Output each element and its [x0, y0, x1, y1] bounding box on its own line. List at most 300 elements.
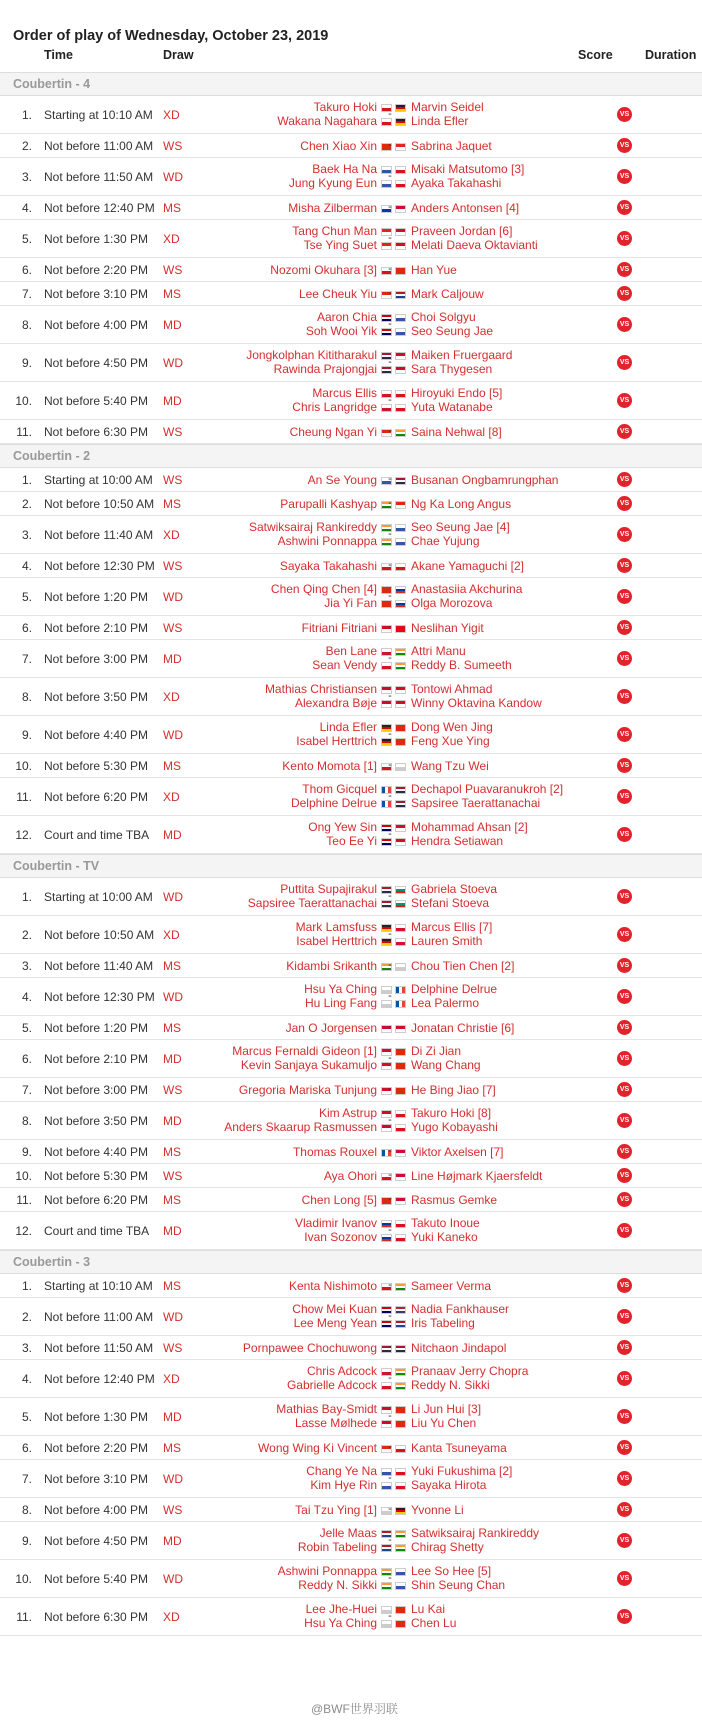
- versus-separator: -: [388, 1610, 392, 1622]
- event-link[interactable]: WD: [163, 590, 183, 604]
- vs-icon[interactable]: VS: [617, 558, 632, 573]
- match-time: Not before 3:10 PM: [44, 287, 149, 301]
- player-link[interactable]: Jelle Maas: [319, 1526, 377, 1540]
- match-number: 3.: [21, 170, 32, 184]
- event-link[interactable]: WS: [163, 473, 183, 487]
- versus-separator: -: [388, 287, 392, 299]
- player-link[interactable]: Lee Cheuk Yiu: [298, 287, 377, 301]
- player-link[interactable]: Mohammad Ahsan [2]: [411, 820, 528, 834]
- player-link[interactable]: Chou Tien Chen [2]: [411, 959, 515, 973]
- player-link[interactable]: Parupalli Kashyap: [280, 497, 377, 511]
- player-link[interactable]: Reddy B. Sumeeth: [411, 658, 512, 672]
- player-link[interactable]: Anders Antonsen [4]: [411, 201, 520, 215]
- player-link[interactable]: Han Yue: [411, 263, 457, 277]
- event-link[interactable]: MD: [163, 652, 182, 666]
- player-link[interactable]: Praveen Jordan [6]: [411, 224, 513, 238]
- event-link[interactable]: WS: [163, 425, 183, 439]
- match-time: Not before 4:00 PM: [44, 1503, 149, 1517]
- match-row: [0, 554, 702, 578]
- versus-separator: -: [388, 425, 392, 437]
- player-link[interactable]: Attri Manu: [411, 644, 466, 658]
- match-time: Court and time TBA: [44, 828, 150, 842]
- player-link[interactable]: Liu Yu Chen: [411, 1416, 477, 1430]
- player-link[interactable]: Neslihan Yigit: [411, 621, 484, 635]
- player-link[interactable]: Robin Tabeling: [297, 1540, 377, 1554]
- event-link[interactable]: WS: [163, 1169, 183, 1183]
- event-link[interactable]: MS: [163, 287, 181, 301]
- player-link[interactable]: Ashwini Ponnappa: [277, 534, 377, 548]
- match-number: 10.: [15, 759, 32, 773]
- player-link[interactable]: Ashwini Ponnappa: [277, 1564, 377, 1578]
- vs-icon[interactable]: VS: [617, 1113, 632, 1128]
- player-link[interactable]: Satwiksairaj Rankireddy: [248, 520, 377, 534]
- event-link[interactable]: MD: [163, 1052, 182, 1066]
- player-link[interactable]: Chang Ye Na: [306, 1464, 377, 1478]
- player-link[interactable]: Lee Jhe-Huei: [305, 1602, 377, 1616]
- event-link[interactable]: WS: [163, 1503, 183, 1517]
- player-link[interactable]: Hu Ling Fang: [304, 996, 377, 1010]
- vs-icon[interactable]: VS: [617, 169, 632, 184]
- player-link[interactable]: Iris Tabeling: [411, 1316, 475, 1330]
- vs-icon[interactable]: VS: [617, 527, 632, 542]
- vs-icon[interactable]: VS: [617, 1144, 632, 1159]
- vs-icon[interactable]: VS: [617, 789, 632, 804]
- player-link[interactable]: Sayaka Hirota: [411, 1478, 487, 1492]
- player-link[interactable]: Chen Long [5]: [301, 1193, 377, 1207]
- vs-icon[interactable]: VS: [617, 200, 632, 215]
- player-link[interactable]: Ben Lane: [325, 644, 377, 658]
- player-link[interactable]: Sean Vendy: [312, 658, 377, 672]
- vs-icon[interactable]: VS: [617, 1278, 632, 1293]
- vs-icon[interactable]: VS: [617, 138, 632, 153]
- player-link[interactable]: Tang Chun Man: [292, 224, 377, 238]
- match-time: Not before 4:50 PM: [44, 356, 149, 370]
- event-link[interactable]: MS: [163, 1193, 181, 1207]
- player-link[interactable]: Melati Daeva Oktavianti: [411, 238, 538, 252]
- player-link[interactable]: Sabrina Jaquet: [411, 139, 492, 153]
- event-link[interactable]: XD: [163, 1372, 180, 1386]
- match-number: 8.: [21, 1503, 32, 1517]
- event-link[interactable]: MS: [163, 201, 181, 215]
- player-link[interactable]: Sayaka Takahashi: [279, 559, 377, 573]
- player-link[interactable]: Seo Seung Jae: [411, 324, 494, 338]
- player-link[interactable]: Ong Yew Sin: [308, 820, 377, 834]
- player-link[interactable]: Kento Momota [1]: [282, 759, 377, 773]
- event-link[interactable]: WS: [163, 621, 183, 635]
- vs-icon[interactable]: VS: [617, 107, 632, 122]
- match-row: [0, 1498, 702, 1522]
- vs-icon[interactable]: VS: [617, 827, 632, 842]
- match-time: Not before 11:40 AM: [44, 959, 154, 973]
- player-link[interactable]: Hsu Ya Ching: [304, 982, 377, 996]
- vs-icon[interactable]: VS: [617, 1192, 632, 1207]
- match-time: Not before 11:00 AM: [44, 139, 154, 153]
- event-link[interactable]: XD: [163, 232, 180, 246]
- player-link[interactable]: Sapsiree Taerattanachai: [247, 896, 377, 910]
- event-link[interactable]: XD: [163, 790, 180, 804]
- player-link[interactable]: Maiken Fruergaard: [411, 348, 513, 362]
- match-number: 1.: [21, 108, 32, 122]
- event-link[interactable]: MD: [163, 1224, 182, 1238]
- player-link[interactable]: Baek Ha Na: [312, 162, 377, 176]
- event-link[interactable]: WD: [163, 1310, 183, 1324]
- court-header: [0, 1250, 702, 1274]
- event-link[interactable]: WS: [163, 1341, 183, 1355]
- vs-icon[interactable]: VS: [617, 989, 632, 1004]
- player-link[interactable]: He Bing Jiao [7]: [411, 1083, 496, 1097]
- player-link[interactable]: Chris Adcock: [306, 1364, 377, 1378]
- vs-icon[interactable]: VS: [617, 1223, 632, 1238]
- player-link[interactable]: Wong Wing Ki Vincent: [258, 1441, 377, 1455]
- match-time: Starting at 10:00 AM: [44, 473, 153, 487]
- event-link[interactable]: XD: [163, 1610, 180, 1624]
- player-link[interactable]: Kim Hye Rin: [310, 1478, 377, 1492]
- event-link[interactable]: MS: [163, 1145, 181, 1159]
- match-number: 4.: [21, 990, 32, 1004]
- vs-icon[interactable]: VS: [617, 1471, 632, 1486]
- player-link[interactable]: Mathias Bay-Smidt: [276, 1402, 377, 1416]
- match-time: Not before 1:20 PM: [44, 1021, 149, 1035]
- player-link[interactable]: Chow Mei Kuan: [292, 1302, 377, 1316]
- versus-separator: -: [388, 1052, 392, 1064]
- player-link[interactable]: Fitriani Fitriani: [301, 621, 377, 635]
- event-link[interactable]: MS: [163, 1279, 181, 1293]
- event-link[interactable]: XD: [163, 928, 180, 942]
- vs-icon[interactable]: VS: [617, 727, 632, 742]
- vs-icon[interactable]: VS: [617, 927, 632, 942]
- player-link[interactable]: Tse Ying Suet: [303, 238, 377, 252]
- player-link[interactable]: Choi Solgyu: [411, 310, 476, 324]
- player-link[interactable]: Isabel Herttrich: [296, 934, 377, 948]
- event-link[interactable]: MD: [163, 1534, 182, 1548]
- vs-icon[interactable]: VS: [617, 1533, 632, 1548]
- player-link[interactable]: Isabel Herttrich: [296, 734, 377, 748]
- player-link[interactable]: Busanan Ongbamrungphan: [411, 473, 559, 487]
- match-row: [0, 1460, 702, 1498]
- vs-icon[interactable]: VS: [617, 1020, 632, 1035]
- player-link[interactable]: Puttita Supajirakul: [280, 882, 377, 896]
- player-link[interactable]: Linda Efler: [319, 720, 377, 734]
- versus-separator: -: [388, 652, 392, 664]
- player-link[interactable]: Hiroyuki Endo [5]: [411, 386, 503, 400]
- player-link[interactable]: Teo Ee Yi: [326, 834, 377, 848]
- match-time: Not before 11:50 AM: [44, 170, 154, 184]
- vs-icon[interactable]: VS: [617, 424, 632, 439]
- player-link[interactable]: Akane Yamaguchi [2]: [411, 559, 524, 573]
- vs-icon[interactable]: VS: [617, 472, 632, 487]
- event-link[interactable]: MD: [163, 1410, 182, 1424]
- event-link[interactable]: WD: [163, 890, 183, 904]
- versus-separator: -: [388, 759, 392, 771]
- player-link[interactable]: Aya Ohori: [323, 1169, 377, 1183]
- event-link[interactable]: MD: [163, 318, 182, 332]
- player-link[interactable]: Nadia Fankhauser: [411, 1302, 510, 1316]
- match-number: 9.: [21, 1534, 32, 1548]
- match-row: [0, 578, 702, 616]
- event-link[interactable]: WS: [163, 139, 183, 153]
- player-link[interactable]: Thom Gicquel: [302, 782, 377, 796]
- event-link[interactable]: WD: [163, 1472, 183, 1486]
- player-link[interactable]: Dong Wen Jing: [411, 720, 493, 734]
- player-link[interactable]: Marvin Seidel: [411, 100, 484, 114]
- player-link[interactable]: Mathias Christiansen: [264, 682, 377, 696]
- event-link[interactable]: WS: [163, 1083, 183, 1097]
- player-link[interactable]: Jonatan Christie [6]: [411, 1021, 515, 1035]
- match-row: [0, 96, 702, 134]
- versus-separator: -: [388, 1021, 392, 1033]
- match-number: 5.: [21, 1410, 32, 1424]
- player-link[interactable]: Lu Kai: [411, 1602, 446, 1616]
- player-link[interactable]: Yuki Kaneko: [411, 1230, 478, 1244]
- player-link[interactable]: Takuto Inoue: [411, 1216, 480, 1230]
- event-link[interactable]: XD: [163, 690, 180, 704]
- player-link[interactable]: Chen Lu: [411, 1616, 457, 1630]
- player-link[interactable]: Kevin Sanjaya Sukamuljo: [240, 1058, 377, 1072]
- match-number: 2.: [21, 497, 32, 511]
- player-link[interactable]: Reddy N. Sikki: [298, 1578, 377, 1592]
- player-link[interactable]: Wang Chang: [411, 1058, 481, 1072]
- player-link[interactable]: Pranaav Jerry Chopra: [411, 1364, 529, 1378]
- vs-icon[interactable]: VS: [617, 589, 632, 604]
- vs-icon[interactable]: VS: [617, 286, 632, 301]
- player-link[interactable]: Wakana Nagahara: [277, 114, 377, 128]
- match-row: [0, 516, 702, 554]
- player-link[interactable]: Linda Efler: [411, 114, 469, 128]
- player-link[interactable]: Takuro Hoki [8]: [411, 1106, 492, 1120]
- player-link[interactable]: Aaron Chia: [316, 310, 377, 324]
- player-link[interactable]: Kenta Nishimoto: [288, 1279, 377, 1293]
- match-number: 9.: [21, 356, 32, 370]
- player-link[interactable]: Marcus Ellis: [312, 386, 377, 400]
- player-link[interactable]: Lee Meng Yean: [293, 1316, 377, 1330]
- player-link[interactable]: Yuki Fukushima [2]: [411, 1464, 513, 1478]
- match-row: [0, 916, 702, 954]
- player-link[interactable]: Dechapol Puavaranukroh [2]: [411, 782, 564, 796]
- match-row: [0, 344, 702, 382]
- event-link[interactable]: MD: [163, 1114, 182, 1128]
- event-link[interactable]: WD: [163, 728, 183, 742]
- match-row: [0, 616, 702, 640]
- player-link[interactable]: Jan O Jorgensen: [285, 1021, 377, 1035]
- player-link[interactable]: Di Zi Jian: [411, 1044, 462, 1058]
- versus-separator: -: [388, 356, 392, 368]
- player-link[interactable]: Gabrielle Adcock: [286, 1378, 377, 1392]
- player-link[interactable]: Yugo Kobayashi: [411, 1120, 498, 1134]
- player-link[interactable]: Lauren Smith: [411, 934, 483, 948]
- vs-icon[interactable]: VS: [617, 1409, 632, 1424]
- court-name: Coubertin - TV: [13, 859, 100, 873]
- vs-icon[interactable]: VS: [617, 393, 632, 408]
- match-row: [0, 1016, 702, 1040]
- player-link[interactable]: Line Højmark Kjaersfeldt: [411, 1169, 543, 1183]
- player-link[interactable]: Nozomi Okuhara [3]: [270, 263, 377, 277]
- versus-separator: -: [388, 890, 392, 902]
- player-link[interactable]: Delphine Delrue: [290, 796, 377, 810]
- player-link[interactable]: Tai Tzu Ying [1]: [295, 1503, 377, 1517]
- vs-icon[interactable]: VS: [617, 1309, 632, 1324]
- event-link[interactable]: WD: [163, 1572, 183, 1586]
- player-link[interactable]: Ivan Sozonov: [304, 1230, 377, 1244]
- player-link[interactable]: Satwiksairaj Rankireddy: [411, 1526, 540, 1540]
- player-link[interactable]: Gregoria Mariska Tunjung: [238, 1083, 377, 1097]
- vs-icon[interactable]: VS: [617, 317, 632, 332]
- player-link[interactable]: Rasmus Gemke: [411, 1193, 498, 1207]
- player-link[interactable]: Chen Xiao Xin: [300, 139, 377, 153]
- player-link[interactable]: Cheung Ngan Yi: [289, 425, 377, 439]
- player-link[interactable]: Seo Seung Jae [4]: [411, 520, 510, 534]
- event-link[interactable]: MS: [163, 959, 181, 973]
- match-number: 11.: [16, 1193, 32, 1207]
- vs-icon[interactable]: VS: [617, 651, 632, 666]
- match-time: Not before 3:50 PM: [44, 1114, 149, 1128]
- player-link[interactable]: Hsu Ya Ching: [304, 1616, 377, 1630]
- player-link[interactable]: Tontowi Ahmad: [411, 682, 493, 696]
- player-link[interactable]: Kim Astrup: [318, 1106, 377, 1120]
- event-link[interactable]: MS: [163, 1441, 181, 1455]
- match-number: 7.: [21, 1472, 32, 1486]
- event-link[interactable]: XD: [163, 528, 180, 542]
- player-link[interactable]: Olga Morozova: [411, 596, 493, 610]
- player-link[interactable]: Takuro Hoki: [313, 100, 377, 114]
- vs-icon[interactable]: VS: [617, 1168, 632, 1183]
- vs-icon[interactable]: VS: [617, 1051, 632, 1066]
- player-link[interactable]: Marcus Ellis [7]: [411, 920, 493, 934]
- player-link[interactable]: Chae Yujung: [411, 534, 480, 548]
- player-link[interactable]: Rawinda Prajongjai: [273, 362, 377, 376]
- player-link[interactable]: Yvonne Li: [411, 1503, 464, 1517]
- match-number: 10.: [15, 1572, 32, 1586]
- vs-icon[interactable]: VS: [617, 1371, 632, 1386]
- vs-icon[interactable]: VS: [617, 496, 632, 511]
- match-number: 7.: [21, 652, 32, 666]
- player-link[interactable]: Anders Skaarup Rasmussen: [224, 1120, 377, 1134]
- player-link[interactable]: Pornpawee Chochuwong: [242, 1341, 377, 1355]
- player-link[interactable]: Lee So Hee [5]: [411, 1564, 492, 1578]
- player-link[interactable]: Saina Nehwal [8]: [411, 425, 502, 439]
- player-link[interactable]: Anastasiia Akchurina: [411, 582, 523, 596]
- event-link[interactable]: MD: [163, 394, 182, 408]
- vs-icon[interactable]: VS: [617, 1340, 632, 1355]
- vs-icon[interactable]: VS: [617, 689, 632, 704]
- player-link[interactable]: Chris Langridge: [292, 400, 377, 414]
- vs-icon[interactable]: VS: [617, 231, 632, 246]
- vs-icon[interactable]: VS: [617, 1502, 632, 1517]
- player-link[interactable]: Sapsiree Taerattanachai: [411, 796, 541, 810]
- player-link[interactable]: Reddy N. Sikki: [411, 1378, 490, 1392]
- player-link[interactable]: Marcus Fernaldi Gideon [1]: [232, 1044, 377, 1058]
- vs-icon[interactable]: VS: [617, 1609, 632, 1624]
- player-link[interactable]: Nitchaon Jindapol: [411, 1341, 507, 1355]
- match-time: Not before 1:30 PM: [44, 1410, 149, 1424]
- vs-icon[interactable]: VS: [617, 620, 632, 635]
- player-link[interactable]: Jia Yi Fan: [324, 596, 377, 610]
- player-link[interactable]: Thomas Rouxel: [292, 1145, 377, 1159]
- player-link[interactable]: Chirag Shetty: [411, 1540, 484, 1554]
- player-link[interactable]: Shin Seung Chan: [411, 1578, 506, 1592]
- vs-icon[interactable]: VS: [617, 355, 632, 370]
- player-link[interactable]: Viktor Axelsen [7]: [411, 1145, 504, 1159]
- player-link[interactable]: Vladimir Ivanov: [294, 1216, 377, 1230]
- player-link[interactable]: Sara Thygesen: [411, 362, 493, 376]
- match-time: Not before 6:20 PM: [44, 1193, 149, 1207]
- vs-icon[interactable]: VS: [617, 758, 632, 773]
- event-link[interactable]: WS: [163, 559, 183, 573]
- player-link[interactable]: Yuta Watanabe: [411, 400, 493, 414]
- match-number: 12.: [15, 828, 32, 842]
- player-link[interactable]: Kanta Tsuneyama: [411, 1441, 507, 1455]
- match-number: 7.: [21, 1083, 32, 1097]
- player-link[interactable]: Gabriela Stoeva: [411, 882, 498, 896]
- event-link[interactable]: WS: [163, 263, 183, 277]
- event-link[interactable]: MS: [163, 1021, 181, 1035]
- column-header-time: Time: [44, 48, 73, 62]
- vs-icon[interactable]: VS: [617, 958, 632, 973]
- player-link[interactable]: Li Jun Hui [3]: [411, 1402, 482, 1416]
- event-link[interactable]: WD: [163, 356, 183, 370]
- player-link[interactable]: Mark Caljouw: [411, 287, 484, 301]
- player-link[interactable]: Delphine Delrue: [411, 982, 498, 996]
- match-number: 7.: [21, 287, 32, 301]
- event-link[interactable]: MS: [163, 497, 181, 511]
- versus-separator: -: [388, 108, 392, 120]
- player-link[interactable]: Ayaka Takahashi: [411, 176, 502, 190]
- player-link[interactable]: Misha Zilberman: [288, 201, 377, 215]
- player-link[interactable]: Soh Wooi Yik: [305, 324, 377, 338]
- match-row: [0, 1040, 702, 1078]
- vs-icon[interactable]: VS: [617, 1440, 632, 1455]
- player-link[interactable]: Jongkolphan Kititharakul: [246, 348, 377, 362]
- event-link[interactable]: WD: [163, 990, 183, 1004]
- match-number: 5.: [21, 590, 32, 604]
- vs-icon[interactable]: VS: [617, 1571, 632, 1586]
- player-link[interactable]: Hendra Setiawan: [411, 834, 504, 848]
- event-link[interactable]: MS: [163, 759, 181, 773]
- player-link[interactable]: An Se Young: [307, 473, 377, 487]
- player-link[interactable]: Chen Qing Chen [4]: [270, 582, 377, 596]
- versus-separator: -: [388, 232, 392, 244]
- event-link[interactable]: MD: [163, 828, 182, 842]
- match-row: [0, 196, 702, 220]
- versus-separator: -: [388, 1441, 392, 1453]
- vs-icon[interactable]: VS: [617, 262, 632, 277]
- match-number: 4.: [21, 559, 32, 573]
- versus-separator: -: [388, 621, 392, 633]
- match-row: [0, 1522, 702, 1560]
- player-link[interactable]: Lasse Mølhede: [294, 1416, 377, 1430]
- player-link[interactable]: Winny Oktavina Kandow: [411, 696, 542, 710]
- player-link[interactable]: Lea Palermo: [411, 996, 480, 1010]
- player-link[interactable]: Jung Kyung Eun: [288, 176, 377, 190]
- versus-separator: -: [388, 1224, 392, 1236]
- vs-icon[interactable]: VS: [617, 1082, 632, 1097]
- match-row: [0, 1188, 702, 1212]
- player-link[interactable]: Ng Ka Long Angus: [411, 497, 512, 511]
- player-link[interactable]: Sameer Verma: [411, 1279, 492, 1293]
- player-link[interactable]: Kidambi Srikanth: [286, 959, 377, 973]
- vs-icon[interactable]: VS: [617, 889, 632, 904]
- player-link[interactable]: Feng Xue Ying: [411, 734, 490, 748]
- match-row: [0, 1274, 702, 1298]
- event-link[interactable]: WD: [163, 170, 183, 184]
- event-link[interactable]: XD: [163, 108, 180, 122]
- match-row: [0, 640, 702, 678]
- player-link[interactable]: Wang Tzu Wei: [411, 759, 489, 773]
- player-link[interactable]: Mark Lamsfuss: [295, 920, 377, 934]
- player-link[interactable]: Alexandra Bøje: [294, 696, 377, 710]
- player-link[interactable]: Misaki Matsutomo [3]: [411, 162, 525, 176]
- match-number: 6.: [21, 1441, 32, 1455]
- player-link[interactable]: Stefani Stoeva: [411, 896, 490, 910]
